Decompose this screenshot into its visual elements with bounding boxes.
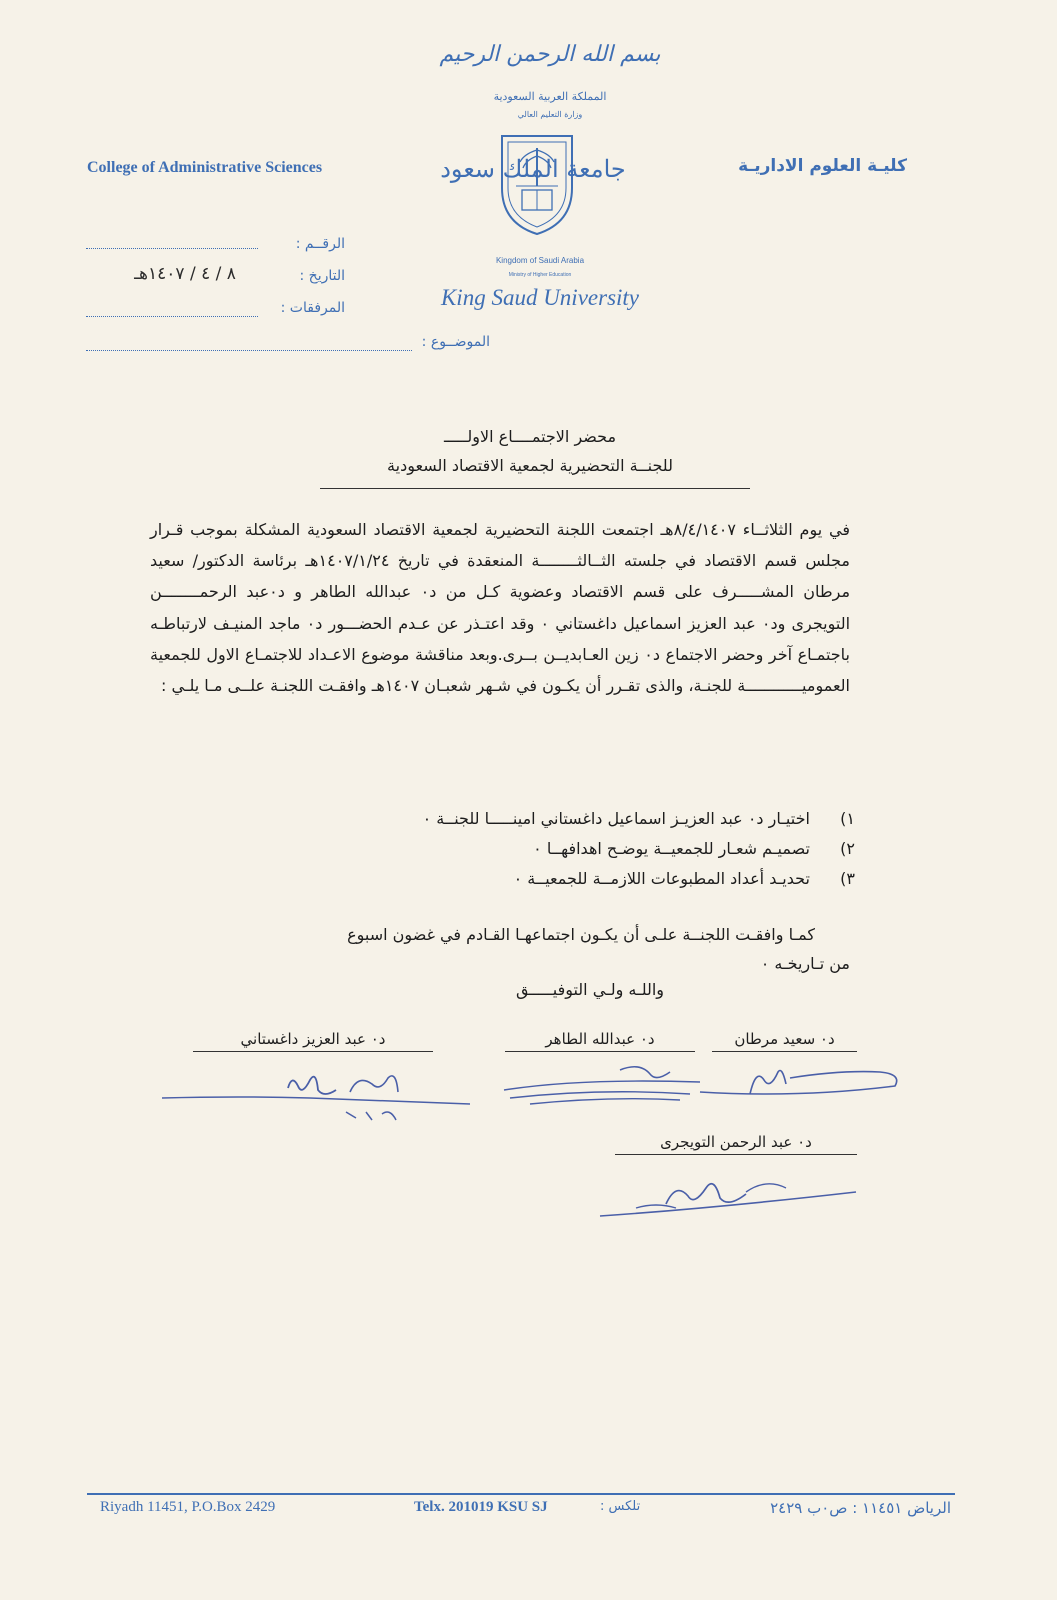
signature-scribble <box>596 1168 866 1226</box>
signatory-name: د٠ عبد العزيز داغستاني <box>193 1030 433 1052</box>
signatory-name: د٠ عبدالله الطاهر <box>505 1030 695 1052</box>
ministry-name-ar: وزارة التعليم العالي <box>517 110 583 119</box>
college-name-ar: كليـة العلوم الاداريـة <box>738 156 907 176</box>
subject-label: الموضــوع : <box>421 334 490 350</box>
signature-scribble <box>500 1060 710 1110</box>
number-label: الرقــم : <box>295 236 345 252</box>
college-name-en: College of Administrative Sciences <box>87 159 323 176</box>
signatory-name: د٠ عبد الرحمن التويجرى <box>615 1133 857 1155</box>
footer-telex-ar: تلكس : <box>600 1499 641 1514</box>
signatory-name: د٠ سعيد مرطان <box>712 1030 857 1052</box>
resolutions-list <box>150 804 855 894</box>
footer-telex-en: Telx. 201019 KSU SJ <box>414 1499 548 1515</box>
closing-paragraph <box>150 920 850 978</box>
list-item <box>150 804 855 834</box>
basmala: بسم الله الرحمن الرحيم <box>439 42 661 67</box>
university-name-ar: جامعة الملك سعود <box>440 155 626 183</box>
university-emblem-icon <box>494 128 580 238</box>
signature-scribble <box>160 1062 480 1132</box>
signature-scribble <box>690 1058 905 1108</box>
list-item <box>150 834 855 864</box>
date-value: ٨ / ٤ / ١٤٠٧هـ <box>134 264 236 284</box>
closing-line-2: من تـاريخـه ٠ <box>760 954 850 973</box>
closing-blessing: واللـه ولـي التوفيـــــق <box>515 980 665 999</box>
university-name-en: King Saud University <box>440 285 640 310</box>
number-line <box>86 248 258 249</box>
minutes-body: في يوم الثلاثــاء ٨/٤/١٤٠٧هـ اجتمعت اللجنة التحضيرية لجمعية الاقتصاد السعودية المشكلة بموجب قـرار مجلس قسم الاقتصاد في جلسته الثــالثــــــــة المنعقدة في تاريخ ١٤٠٧/١/٢٤هـ برئاسة الدكتور/ سعيد مرطان المشـــــرف على قسم الاقتصاد وعضوية كـل من د٠ عبدالله الطاهر و د٠عبد الرحمــــــــن التويجرى ود٠ عبد العزيز اسماعيل داغستاني ٠ وقد اعتـذر عن عـدم الحضـــور د٠ ماجد المنيـف لارتباطـه باجتمـاع آخر وحضر الاجتماع د٠ زين العـابديــن بــرى.وبعد مناقشة موضوع الاعـداد للاجتمـاع الاول للجمعية العموميــــــــــــة للجنـة، والذى تقـرر أن يكـون في شـهر شعبـان ١٤٠٧هـ وافقـت اللجنـة علــى مـا يلـي : <box>150 520 851 696</box>
footer-address-en: Riyadh 11451, P.O.Box 2429 <box>100 1499 276 1515</box>
footer-address-ar: الرياض ١١٤٥١ : ص٠ب ٢٤٢٩ <box>770 1499 951 1517</box>
list-item-text: اختيـار د٠ عبد العزيـز اسماعيل داغستاني امينـــــا للجنــة ٠ <box>422 809 810 828</box>
list-item <box>150 864 855 894</box>
list-item-text: تحديـد أعداد المطبوعات اللازمــة للجمعيــة ٠ <box>513 869 810 888</box>
list-item-number: ٣) <box>840 869 855 888</box>
document-title: محضر الاجتمــــاع الاولـــــ <box>443 427 617 446</box>
closing-line-1: كمـا وافقـت اللجنــة علـى أن يكـون اجتماعهـا القـادم في غضون اسبوع <box>347 925 815 944</box>
list-item-number: ٢) <box>840 839 855 858</box>
document-subtitle: للجنــة التحضيرية لجمعية الاقتصاد السعودية <box>387 456 673 475</box>
kingdom-name-ar: المملكة العربية السعودية <box>493 90 607 103</box>
list-item-number: ١) <box>840 809 855 828</box>
date-label: التاريخ : <box>299 268 345 284</box>
kingdom-name-en: Kingdom of Saudi Arabia <box>495 256 585 265</box>
attachments-label: المرفقات : <box>280 300 345 316</box>
list-item-text: تصميـم شعـار للجمعيــة يوضـح اهدافهــا ٠ <box>533 839 810 858</box>
ministry-name-en: Ministry of Higher Education <box>508 272 572 278</box>
title-underline <box>320 488 750 489</box>
footer-rule <box>87 1493 955 1495</box>
attachments-line <box>86 316 258 317</box>
subject-line <box>86 350 412 351</box>
